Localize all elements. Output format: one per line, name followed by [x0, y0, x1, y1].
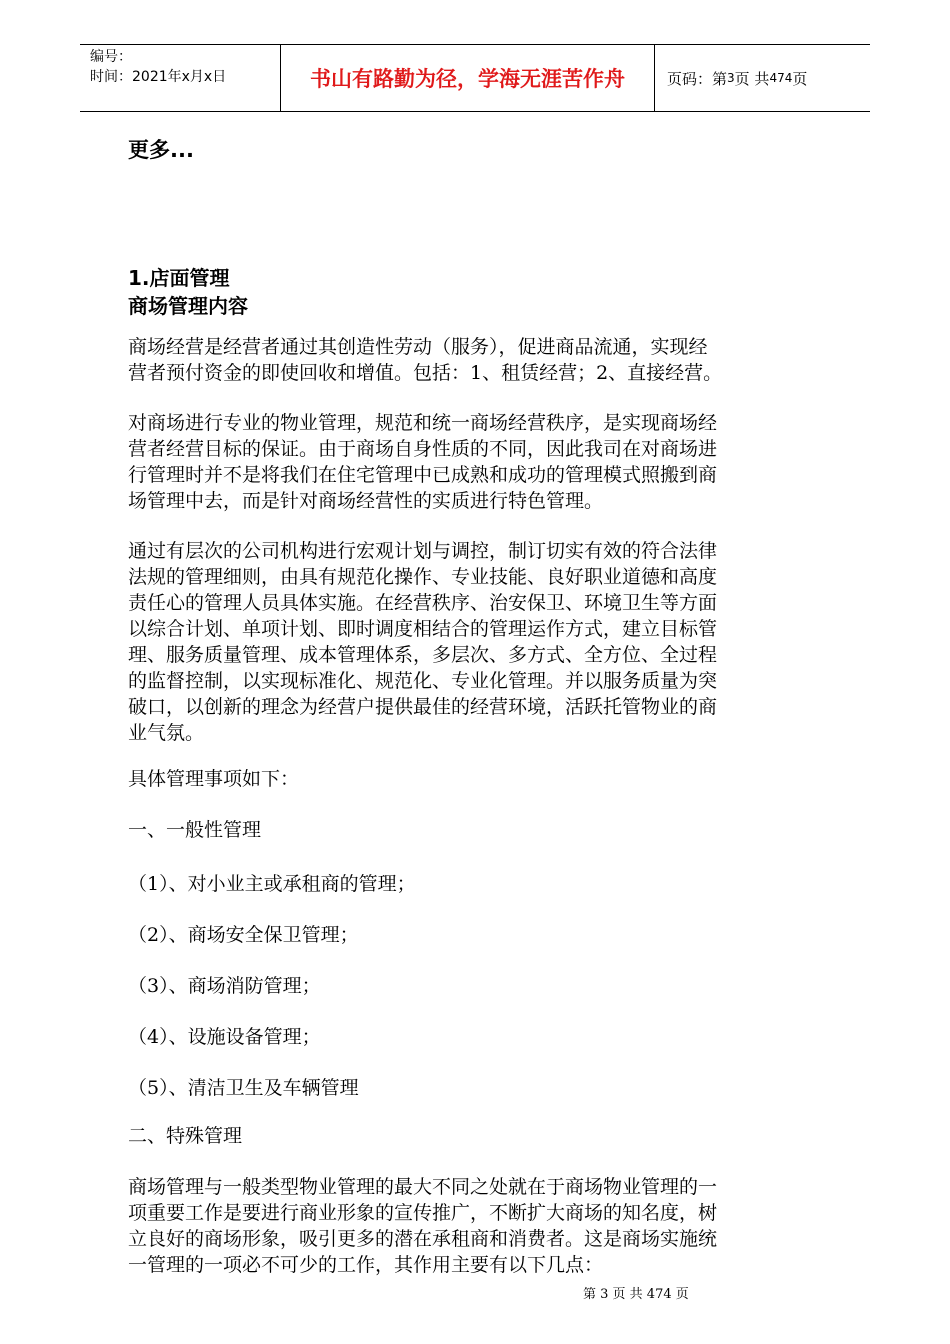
header-meta: [80, 45, 281, 111]
time-label: 时间：2021年x月x日: [90, 69, 227, 85]
page-mid: 页 共: [734, 69, 770, 88]
heading-special-management: 二、特殊管理: [128, 1125, 243, 1147]
page-end: 页: [792, 69, 808, 88]
paragraph-2: 对商场进行专业的物业管理，规范和统一商场经营秩序，是实现商场经 营者经营目标的保证。由于商场自身性质的不同，因此我司在对商场进 行管理时并不是将我们在住宅管理中已成熟和成功的管理模式照搬到商 场管理中去，而是针对商场经营性的实质进行特色管理。: [128, 412, 718, 512]
paragraph-4: 具体管理事项如下：: [128, 768, 300, 790]
header-motto: 书山有路勤为径，学海无涯苦作舟: [281, 45, 655, 111]
list-item: （5）、清洁卫生及车辆管理: [128, 1077, 359, 1099]
list-item: （4）、设施设备管理；: [128, 1026, 321, 1048]
page-label: 页码：第: [667, 69, 728, 88]
paragraph-7: 商场管理与一般类型物业管理的最大不同之处就在于商场物业管理的一 项重要工作是要进行商业形象的宣传推广，不断扩大商场的知名度，树 立良好的商场形象，吸引更多的潜在承租商和消费者。这是商场实施统 一管理的一项必不可少的工作，其作用主要有以下几点：: [128, 1176, 718, 1276]
list-item: （2）、商场安全保卫管理；: [128, 924, 359, 946]
paragraph-1: 商场经营是经营者通过其创造性劳动（服务），促进商品流通，实现经 营者预付资金的即使回收和增值。包括：1、租赁经营；2、直接经营。: [128, 336, 723, 384]
header-page-info: [655, 45, 870, 111]
list-item: （1）、对小业主或承租商的管理；: [128, 873, 416, 895]
heading-general-management: 一、一般性管理: [128, 819, 262, 841]
page-total: 474: [769, 71, 793, 85]
sub-title: 商场管理内容: [128, 294, 248, 318]
page-footer: 第 3 页 共 474 页: [583, 1287, 689, 1302]
section-title: 1.店面管理: [128, 266, 230, 290]
number-label: 编号：: [90, 49, 132, 65]
list-item: （3）、商场消防管理；: [128, 975, 321, 997]
page-number: 3: [727, 71, 735, 85]
more-link[interactable]: 更多...: [128, 138, 194, 162]
paragraph-3: 通过有层次的公司机构进行宏观计划与调控，制订切实有效的符合法律 法规的管理细则，由具有规范化操作、专业技能、良好职业道德和高度 责任心的管理人员具体实施。在经营秩序、治安保卫、环境卫生等方面 以综合计划、单项计划、即时调度相结合的管理运作方式，建立目标管 理、服务质量管理、成本管理体系，多层次、多方式、全方位、全过程 的监督控制，以实现标准化、规范化、专业化管理。并以服务质量为突 破口，以创新的理念为经营户提供最佳的经营环境，活跃托管物业的商 业气氛。: [128, 540, 718, 744]
page-header: [80, 44, 870, 112]
